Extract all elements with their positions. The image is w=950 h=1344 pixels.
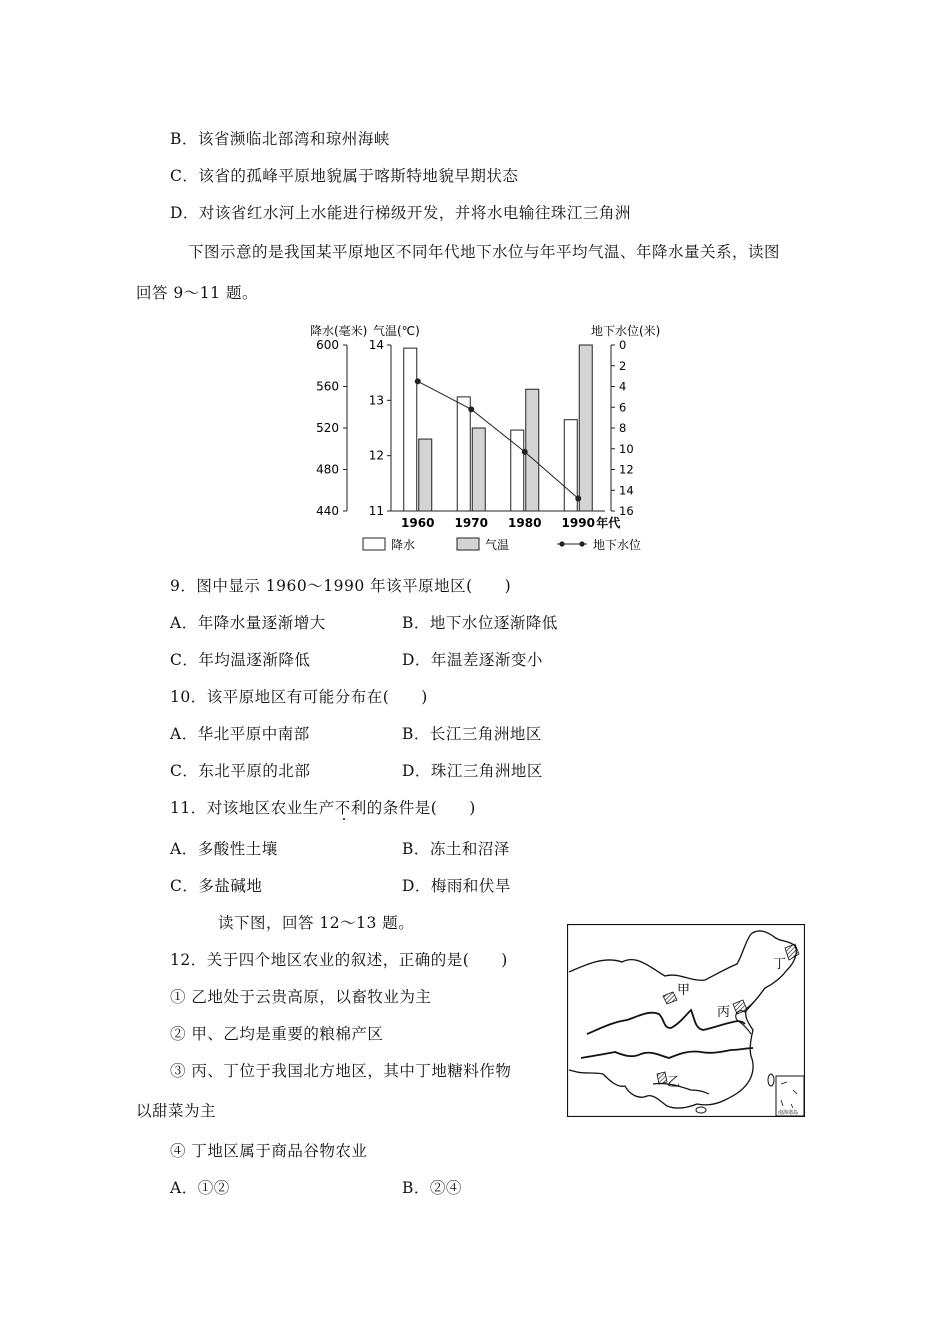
water-level-line bbox=[418, 381, 579, 498]
water-tick-label: 2 bbox=[619, 358, 627, 373]
legend-temp-label: 气温 bbox=[485, 538, 510, 552]
map-label-ding: 丁 bbox=[773, 957, 787, 972]
bar-precip bbox=[457, 397, 470, 511]
q10-option-b: B．长江三角洲地区 bbox=[402, 725, 542, 743]
precip-tick-label: 480 bbox=[316, 462, 339, 477]
region-yi-hatch bbox=[657, 1072, 667, 1084]
x-tick-label: 1990 bbox=[561, 516, 595, 530]
water-tick-label: 12 bbox=[619, 462, 634, 477]
water-level-point bbox=[575, 496, 581, 502]
q9-option-b: B．地下水位逐渐降低 bbox=[402, 614, 558, 632]
bar-temp bbox=[526, 389, 539, 511]
q8-option-c: C．该省的孤峰平原地貌属于喀斯特地貌早期状态 bbox=[170, 167, 519, 185]
q8-option-b: B．该省濒临北部湾和琼州海峡 bbox=[170, 130, 390, 148]
water-tick-label: 10 bbox=[619, 441, 634, 456]
precip-tick-label: 560 bbox=[316, 379, 339, 394]
q8-option-d: D．对该省红水河上水能进行梯级开发，并将水电输往珠江三角洲 bbox=[170, 204, 631, 222]
water-tick-label: 16 bbox=[619, 504, 634, 518]
q9-option-c: C．年均温逐渐降低 bbox=[170, 651, 311, 669]
x-tick-label: 1960 bbox=[401, 516, 435, 530]
q11-option-d: D．梅雨和伏旱 bbox=[402, 877, 511, 895]
q12-statement-3b: 以甜菜为主 bbox=[136, 1102, 217, 1120]
intro-9-11-line1: 下图示意的是我国某平原地区不同年代地下水位与年平均气温、年降水量关系，读图 bbox=[188, 243, 781, 261]
bar-temp bbox=[579, 345, 592, 511]
china-map bbox=[567, 924, 805, 1117]
water-level-chart bbox=[305, 318, 665, 558]
temp-axis-label: 气温(℃) bbox=[373, 324, 420, 338]
legend-water-label: 地下水位 bbox=[593, 538, 642, 552]
china-map-svg bbox=[567, 924, 805, 1117]
x-axis-suffix: 年代 bbox=[596, 516, 621, 530]
intro-12-13: 读下图，回答 12～13 题。 bbox=[218, 914, 415, 932]
x-tick-label: 1980 bbox=[508, 516, 542, 530]
map-label-bing: 丙 bbox=[717, 1005, 731, 1020]
q12-option-b: B．②④ bbox=[402, 1179, 462, 1197]
legend-temp-swatch bbox=[457, 538, 479, 550]
legend-water-dot-left bbox=[559, 541, 564, 546]
q12-statement-4: ④ 丁地区属于商品谷物农业 bbox=[170, 1142, 368, 1160]
q10-stem: 10．该平原地区有可能分布在( ) bbox=[170, 688, 428, 706]
q11-stem: 11．对该地区农业生产不利的条件是( ) bbox=[170, 799, 476, 817]
map-frame bbox=[568, 925, 805, 1117]
legend-water-dot-right bbox=[579, 541, 584, 546]
water-tick-label: 4 bbox=[619, 379, 627, 394]
precip-axis-label: 降水(毫米) bbox=[310, 324, 368, 338]
chart-svg bbox=[305, 318, 665, 558]
temp-tick-label: 13 bbox=[368, 393, 384, 408]
precip-tick-label: 600 bbox=[316, 338, 339, 352]
q12-statement-1: ① 乙地处于云贵高原，以畜牧业为主 bbox=[170, 988, 432, 1006]
water-tick-label: 8 bbox=[619, 421, 627, 435]
bar-temp bbox=[419, 439, 432, 511]
q12-stem: 12．关于四个地区农业的叙述，正确的是( ) bbox=[170, 951, 508, 969]
bar-precip bbox=[404, 348, 417, 511]
inset-label: 南海诸岛 bbox=[778, 1110, 799, 1116]
q10-option-a: A．华北平原中南部 bbox=[170, 725, 310, 743]
intro-9-11-line2: 回答 9～11 题。 bbox=[136, 284, 258, 302]
bar-precip bbox=[564, 420, 577, 511]
q12-statement-2: ② 甲、乙均是重要的粮棉产区 bbox=[170, 1025, 384, 1043]
q11-option-b: B．冻土和沼泽 bbox=[402, 840, 510, 858]
water-level-point bbox=[415, 378, 421, 384]
temp-tick-label: 11 bbox=[368, 504, 384, 518]
x-tick-label: 1970 bbox=[454, 516, 488, 530]
water-tick-label: 0 bbox=[619, 338, 627, 352]
water-axis-label: 地下水位(米) bbox=[591, 324, 661, 338]
water-level-point bbox=[522, 449, 528, 455]
bar-temp bbox=[472, 428, 485, 511]
temp-tick-label: 12 bbox=[368, 448, 384, 463]
water-level-point bbox=[468, 406, 474, 412]
q10-option-d: D．珠江三角洲地区 bbox=[402, 762, 543, 780]
q12-option-a: A．①② bbox=[170, 1179, 230, 1197]
q11-option-a: A．多酸性土壤 bbox=[170, 840, 278, 858]
emphasis-dot bbox=[343, 818, 345, 820]
q10-option-c: C．东北平原的北部 bbox=[170, 762, 311, 780]
q9-stem: 9．图中显示 1960～1990 年该平原地区( ) bbox=[170, 577, 512, 595]
map-label-yi: 乙 bbox=[667, 1075, 681, 1090]
temp-tick-label: 14 bbox=[368, 338, 384, 352]
q9-option-a: A．年降水量逐渐增大 bbox=[170, 614, 326, 632]
precip-tick-label: 520 bbox=[316, 421, 339, 435]
q9-option-d: D．年温差逐渐变小 bbox=[402, 651, 543, 669]
water-tick-label: 14 bbox=[619, 483, 634, 498]
map-label-jia: 甲 bbox=[677, 983, 691, 998]
precip-tick-label: 440 bbox=[316, 504, 339, 518]
water-tick-label: 6 bbox=[619, 400, 627, 415]
q11-option-c: C．多盐碱地 bbox=[170, 877, 263, 895]
legend-precip-label: 降水 bbox=[391, 538, 416, 552]
legend-precip-swatch bbox=[363, 538, 385, 550]
q12-statement-3a: ③ 丙、丁位于我国北方地区，其中丁地糖料作物 bbox=[170, 1062, 512, 1080]
